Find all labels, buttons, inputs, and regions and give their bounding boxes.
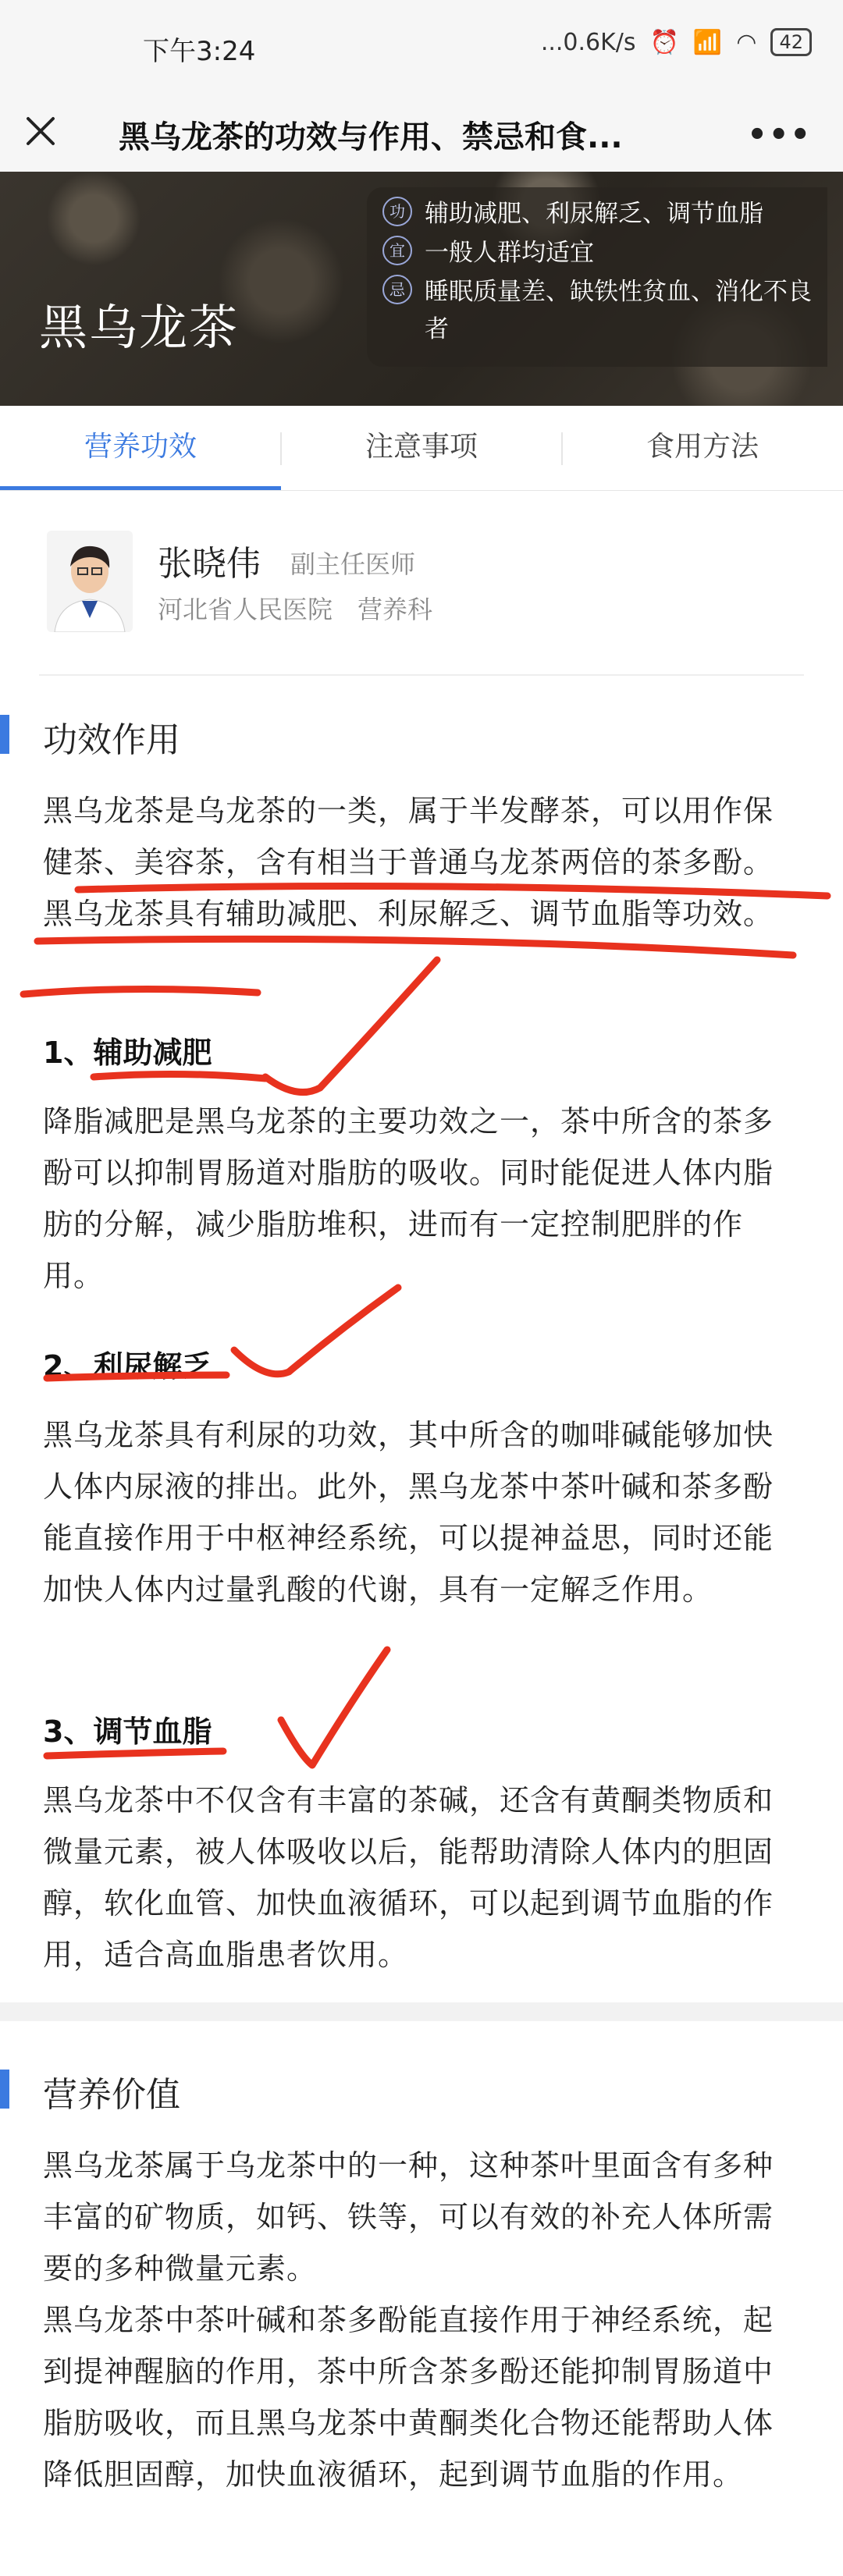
tab-precautions[interactable]: 注意事项 (365, 431, 478, 463)
battery-icon: 42 (770, 28, 812, 56)
network-speed: ...0.6K/s (540, 28, 636, 56)
section-marker (0, 715, 9, 754)
subheading-blood-lipid: 3、调节血脂 (43, 1714, 212, 1749)
tab-usage[interactable]: 食用方法 (646, 431, 759, 463)
author-title: 副主任医师 (290, 549, 416, 579)
banner-suitable-text: 一般人群均适宜 (425, 239, 594, 267)
subheading-weight-loss: 1、辅助减肥 (43, 1036, 212, 1070)
author-hospital: 河北省人民医院 营养科 (158, 595, 433, 624)
more-options-icon[interactable]: ••• (747, 117, 812, 153)
wifi-icon: ◠ (736, 28, 757, 56)
status-bar (0, 0, 843, 91)
checkmark (281, 1650, 387, 1765)
efficacy-tag-icon: 功 (382, 197, 412, 226)
underline-mark (37, 939, 793, 955)
banner-row-avoid (382, 273, 820, 348)
hero-banner (0, 172, 843, 406)
active-tab-indicator (0, 486, 281, 490)
subheading-diuresis: 2、利尿解乏 (43, 1349, 212, 1384)
section-gap (0, 2002, 843, 2021)
banner-row-suitable (382, 234, 820, 272)
banner-title: 黑乌龙茶 (39, 299, 240, 356)
tab-nutrition-efficacy[interactable]: 营养功效 (84, 431, 197, 463)
underline-mark (94, 1074, 265, 1078)
signal-icon: 📶 (692, 28, 723, 56)
nutrition-paragraph-2: 黑乌龙茶中茶叶碱和茶多酚能直接作用于神经系统，起到提神醒脑的作用，茶中所含茶多酚还能抑制胃肠道中脂肪吸收，而且黑乌龙茶中黄酮类化合物还能帮助人体降低胆固醇，加快血液循环，起到调节血脂的作用。 (43, 2303, 774, 2492)
banner-row-efficacy (382, 195, 820, 233)
banner-efficacy-text: 辅助减肥、利尿解乏、调节血脂 (425, 200, 763, 228)
weight-loss-text: 降脂减肥是黑乌龙茶的主要功效之一，茶中所含的茶多酚可以抑制胃肠道对脂肪的吸收。同时能促进人体内脂肪的分解，减少脂肪堆积，进而有一定控制肥胖的作用。 (43, 1104, 774, 1293)
alarm-icon: ⏰ (649, 28, 679, 56)
divider (39, 674, 804, 676)
author-name: 张晓伟 (158, 544, 261, 584)
suitable-tag-icon: 宜 (382, 236, 412, 265)
title-bar (0, 91, 843, 172)
avatar[interactable] (47, 531, 133, 632)
checkmark (265, 960, 437, 1093)
page-title: 黑乌龙茶的功效与作用、禁忌和食... (119, 119, 623, 155)
efficacy-intro: 黑乌龙茶是乌龙茶的一类，属于半发酵茶，可以用作保健茶、美容茶，含有相当于普通乌龙茶两倍的茶多酚。黑乌龙茶具有辅助减肥、利尿解乏、调节血脂等功效。 (43, 794, 774, 931)
underline-mark (47, 1751, 223, 1756)
diuresis-text: 黑乌龙茶具有利尿的功效，其中所含的咖啡碱能够加快人体内尿液的排出。此外，黑乌龙茶中茶叶碱和茶多酚能直接作用于中枢神经系统，可以提神益思，同时还能加快人体内过量乳酸的代谢，具有一定解乏作用。 (43, 1418, 774, 1607)
close-icon[interactable] (23, 114, 58, 148)
tab-bar (0, 406, 843, 491)
section-marker (0, 2070, 9, 2109)
avoid-tag-icon: 忌 (382, 275, 412, 304)
section-title-nutrition: 营养价值 (43, 2075, 180, 2115)
banner-summary-panel (367, 187, 827, 367)
section-title-efficacy: 功效作用 (43, 720, 180, 760)
blood-lipid-text: 黑乌龙茶中不仅含有丰富的茶碱，还含有黄酮类物质和微量元素，被人体吸收以后，能帮助清除人体内的胆固醇，软化血管、加快血液循环，可以起到调节血脂的作用，适合高血脂患者饮用。 (43, 1783, 774, 1972)
banner-avoid-text: 睡眠质量差、缺铁性贫血、消化不良者 (425, 278, 812, 343)
status-time: 下午3:24 (143, 36, 256, 67)
status-icons (541, 28, 812, 56)
nutrition-paragraph-1: 黑乌龙茶属于乌龙茶中的一种，这种茶叶里面含有多种丰富的矿物质，如钙、铁等，可以有效的补充人体所需要的多种微量元素。 (43, 2148, 774, 2286)
underline-mark (23, 989, 258, 994)
